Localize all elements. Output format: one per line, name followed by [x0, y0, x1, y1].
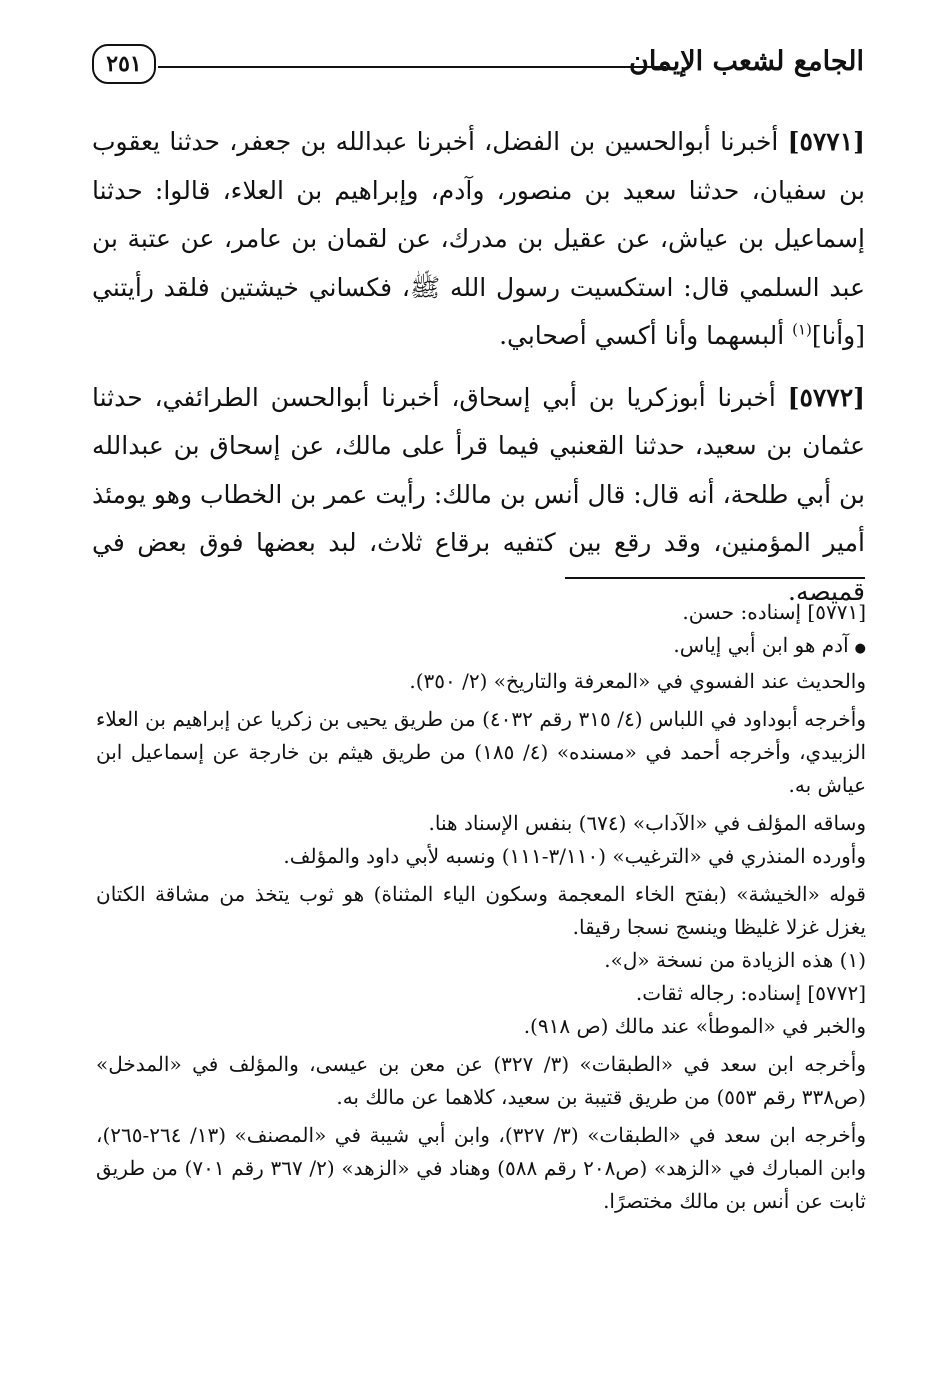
footnote-line: وساقه المؤلف في «الآداب» (٦٧٤) بنفس الإسناد هنا.	[428, 811, 866, 835]
hadith-text: أخبرنا أبوزكريا بن أبي إسحاق، أخبرنا أبوالحسن الطرائفي، حدثنا عثمان بن سعيد، حدثنا القعنبي فيما قرأ على مالك، عن إسحاق بن عبدالله بن أبي طلحة، أنه قال: قال أنس بن مالك: رأيت عمر بن الخطاب وهو يومئذ أمير المؤمنين، وقد رقع بين كتفيه برقاع ثلاث، لبد بعضها فوق بعض في قميصه.	[92, 382, 865, 606]
footnote-line: وأخرجه ابن سعد في «الطبقات» (٣/ ٣٢٧)، وابن أبي شيبة في «المصنف» (١٣/ ٢٦٤-٢٦٥)، وابن المبارك في «الزهد» (ص٢٠٨ رقم ٥٨٨) وهناد في «الزهد» (٢/ ٣٦٧ رقم ٧٠١) من طريق ثابت عن أنس بن مالك مختصرًا.	[96, 1123, 867, 1213]
hadith-text-tail: ألبسهما وأنا أكسي أصحابي.	[499, 321, 793, 350]
footnote-line: وأخرجه أبوداود في اللباس (٤/ ٣١٥ رقم ٤٠٣٢) من طريق يحيى بن زكريا عن إبراهيم بن العلاء الزبيدي، وأخرجه أحمد في «مسنده» (٤/ ١٨٥) من طريق هيثم بن خارجة عن إسماعيل ابن عياش به.	[96, 707, 866, 797]
bullet-icon	[849, 633, 866, 657]
footnote-heading: [٥٧٧٢] إسناده: رجاله ثقات.	[635, 981, 866, 1005]
footnote-heading: [٥٧٧١] إسناده: حسن.	[682, 600, 866, 624]
footnotes	[96, 596, 866, 1218]
main-text	[92, 118, 865, 616]
footnote-divider	[565, 577, 865, 579]
running-title: الجامع لشعب الإيمان	[629, 46, 864, 77]
hadith-5772	[92, 374, 865, 617]
footnote-line: والحديث عند الفسوي في «المعرفة والتاريخ» (٢/ ٣٥٠).	[409, 669, 866, 693]
hadith-text: أخبرنا أبوالحسين بن الفضل، أخبرنا عبدالله بن جعفر، حدثنا يعقوب بن سفيان، حدثنا سعيد بن منصور، وآدم، وإبراهيم بن العلاء، قالوا: حدثنا إسماعيل بن عياش، عن عقيل بن مدرك، عن لقمان بن عامر، عن عتبة بن عبد السلمي قال: استكسيت رسول الله ﷺ، فكساني خيشتين فلقد رأيتني [وأنا]	[92, 127, 865, 350]
page-header	[92, 40, 864, 96]
hadith-number: [٥٧٧٢]	[787, 382, 866, 412]
header-rule	[158, 66, 666, 68]
footnote-bullet-line	[96, 629, 866, 665]
footnote-variant-note: (١) هذه الزيادة من نسخة «ل».	[604, 948, 866, 972]
footnote-line: وأخرجه ابن سعد في «الطبقات» (٣/ ٣٢٧) عن معن بن عيسى، والمؤلف في «المدخل» (ص٣٣٨ رقم ٥٥٣) من طريق قتيبة بن سعيد، كلاهما عن مالك به.	[96, 1052, 867, 1109]
footnote-line: والخبر في «الموطأ» عند مالك (ص ٩١٨).	[523, 1014, 866, 1038]
hadith-number: [٥٧٧١]	[787, 127, 865, 156]
hadith-5771	[92, 118, 865, 361]
footnote-marker: (١)	[792, 320, 812, 339]
footnote-line: قوله «الخيشة» (بفتح الخاء المعجمة وسكون الياء المثناة) هو ثوب يتخذ من مشاقة الكتان يغزل غزلا غليظا وينسج نسجا رقيقا.	[96, 882, 866, 939]
footnote-line: وأورده المنذري في «الترغيب» (٣/١١٠-١١١) ونسبه لأبي داود والمؤلف.	[283, 844, 866, 868]
footnote-bullet-text: آدم هو ابن أبي إياس.	[673, 633, 849, 657]
page-number: ٢٥١	[92, 44, 156, 84]
